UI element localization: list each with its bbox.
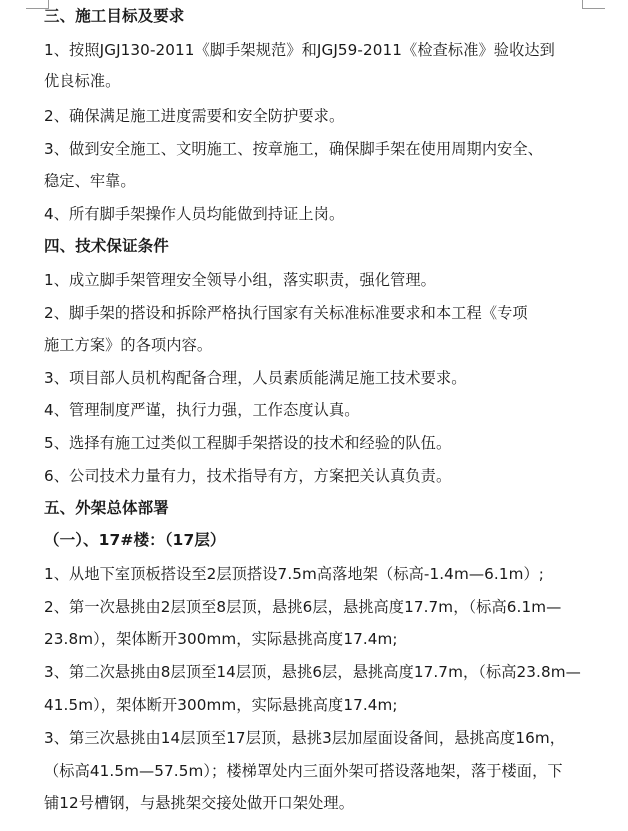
paragraph-line: 1、从地下室顶板搭设至2层顶搭设7.5m高落地架（标高-1.4m—6.1m）; <box>44 565 544 583</box>
paragraph-line: 2、确保满足施工进度需要和安全防护要求。 <box>44 107 345 125</box>
subsection-heading: （一）、17#楼：（17层） <box>44 531 226 549</box>
page-corner-mark-right <box>582 0 605 9</box>
section-heading: 五、外架总体部署 <box>44 499 169 517</box>
paragraph-line: 6、公司技术力量有力，技术指导有方，方案把关认真负责。 <box>44 467 452 485</box>
paragraph-line: 2、第一次悬挑由2层顶至8层顶，悬挑6层，悬挑高度17.7m，（标高6.1m— <box>44 598 562 616</box>
paragraph-line: 铺12号槽钢，与悬挑架交接处做开口架处理。 <box>44 794 354 812</box>
paragraph-line: （标高41.5m—57.5m）；楼梯罩处内三面外架可搭设落地架，落于楼面，下 <box>44 762 563 780</box>
section-heading: 四、技术保证条件 <box>44 237 169 255</box>
paragraph-line: 施工方案》的各项内容。 <box>44 336 213 354</box>
paragraph-line: 稳定、牢靠。 <box>44 172 136 190</box>
paragraph-line: 4、所有脚手架操作人员均能做到持证上岗。 <box>44 205 345 223</box>
paragraph-line: 2、脚手架的搭设和拆除严格执行国家有关标准标准要求和本工程《专项 <box>44 304 528 322</box>
paragraph-line: 3、项目部人员机构配备合理，人员素质能满足施工技术要求。 <box>44 369 467 387</box>
paragraph-line: 优良标准。 <box>44 72 121 90</box>
paragraph-line: 4、管理制度严谨，执行力强，工作态度认真。 <box>44 401 360 419</box>
paragraph-line: 1、成立脚手架管理安全领导小组，落实职责，强化管理。 <box>44 271 436 289</box>
paragraph-line: 23.8m），架体断开300mm，实际悬挑高度17.4m; <box>44 630 398 648</box>
paragraph-line: 3、第三次悬挑由14层顶至17层顶，悬挑3层加屋面设备间，悬挑高度16m， <box>44 729 566 747</box>
paragraph-line: 5、选择有施工过类似工程脚手架搭设的技术和经验的队伍。 <box>44 434 452 452</box>
section-heading: 三、施工目标及要求 <box>44 7 185 25</box>
paragraph-line: 1、按照JGJ130-2011《脚手架规范》和JGJ59-2011《检查标准》验收达到 <box>44 41 555 59</box>
paragraph-line: 3、做到安全施工、文明施工、按章施工，确保脚手架在使用周期内安全、 <box>44 140 543 158</box>
paragraph-line: 3、第二次悬挑由8层顶至14层顶，悬挑6层，悬挑高度17.7m，（标高23.8m— <box>44 663 581 681</box>
paragraph-line: 41.5m），架体断开300mm，实际悬挑高度17.4m; <box>44 696 398 714</box>
